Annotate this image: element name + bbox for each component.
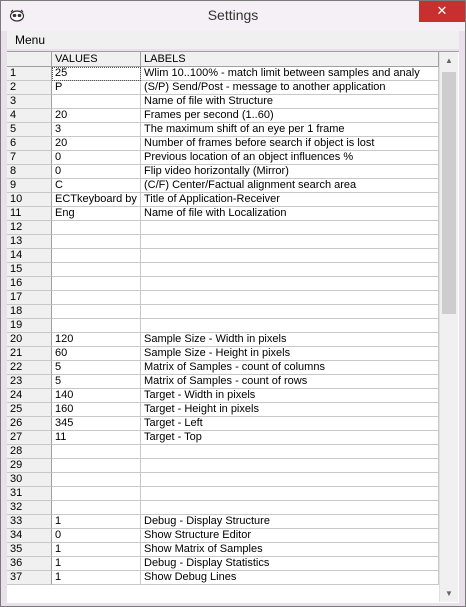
value-cell[interactable]: 120	[52, 333, 141, 347]
row-number: 22	[7, 361, 52, 375]
value-cell[interactable]: 160	[52, 403, 141, 417]
value-cell[interactable]: 25	[52, 67, 141, 81]
row-number: 21	[7, 347, 52, 361]
close-button[interactable]	[419, 1, 465, 22]
menu-bar	[7, 31, 459, 49]
value-cell[interactable]: 0	[52, 529, 141, 543]
value-cell[interactable]: 1	[52, 543, 141, 557]
value-cell[interactable]	[52, 95, 141, 109]
column-header-index	[7, 52, 52, 67]
table-row[interactable]	[7, 571, 439, 585]
value-cell[interactable]: 140	[52, 389, 141, 403]
label-cell[interactable]: The maximum shift of an eye per 1 frame	[141, 123, 439, 137]
row-number: 28	[7, 445, 52, 459]
scroll-up-button[interactable]	[440, 52, 458, 69]
table-row[interactable]	[7, 123, 439, 137]
row-number: 15	[7, 263, 52, 277]
row-number: 9	[7, 179, 52, 193]
table-row[interactable]	[7, 389, 439, 403]
table-row[interactable]	[7, 81, 439, 95]
table-row[interactable]	[7, 109, 439, 123]
table-row[interactable]	[7, 305, 439, 319]
row-number: 8	[7, 165, 52, 179]
value-cell[interactable]: 20	[52, 137, 141, 151]
column-header-values[interactable]: VALUES	[52, 52, 141, 67]
value-cell[interactable]: 1	[52, 571, 141, 585]
label-cell[interactable]: Show Matrix of Samples	[141, 543, 439, 557]
label-cell[interactable]: (C/F) Center/Factual alignment search area	[141, 179, 439, 193]
table-row[interactable]	[7, 249, 439, 263]
value-cell[interactable]: 3	[52, 123, 141, 137]
table-row[interactable]	[7, 445, 439, 459]
label-cell[interactable]: Target - Width in pixels	[141, 389, 439, 403]
table-row[interactable]	[7, 473, 439, 487]
label-cell[interactable]: Show Structure Editor	[141, 529, 439, 543]
value-cell[interactable]	[52, 235, 141, 249]
row-number: 24	[7, 389, 52, 403]
row-number: 2	[7, 81, 52, 95]
value-cell[interactable]: Eng	[52, 207, 141, 221]
row-number: 13	[7, 235, 52, 249]
value-cell[interactable]: C	[52, 179, 141, 193]
row-number: 10	[7, 193, 52, 207]
value-cell[interactable]	[52, 473, 141, 487]
table-row[interactable]	[7, 151, 439, 165]
table-row[interactable]	[7, 431, 439, 445]
row-number: 23	[7, 375, 52, 389]
row-number: 31	[7, 487, 52, 501]
label-cell[interactable]: Sample Size - Height in pixels	[141, 347, 439, 361]
value-cell[interactable]: 60	[52, 347, 141, 361]
value-cell[interactable]	[52, 249, 141, 263]
label-cell[interactable]	[141, 459, 439, 473]
row-number: 3	[7, 95, 52, 109]
label-cell[interactable]	[141, 319, 439, 333]
row-number: 35	[7, 543, 52, 557]
label-cell[interactable]: Target - Left	[141, 417, 439, 431]
label-cell[interactable]	[141, 291, 439, 305]
label-cell[interactable]	[141, 263, 439, 277]
row-number: 34	[7, 529, 52, 543]
label-cell[interactable]	[141, 249, 439, 263]
row-number: 7	[7, 151, 52, 165]
row-number: 20	[7, 333, 52, 347]
table-row[interactable]	[7, 221, 439, 235]
row-number: 4	[7, 109, 52, 123]
table-row[interactable]	[7, 137, 439, 151]
label-cell[interactable]: Frames per second (1..60)	[141, 109, 439, 123]
value-cell[interactable]	[52, 459, 141, 473]
row-number: 30	[7, 473, 52, 487]
value-cell[interactable]: 20	[52, 109, 141, 123]
row-number: 29	[7, 459, 52, 473]
table-row[interactable]	[7, 235, 439, 249]
value-cell[interactable]: P	[52, 81, 141, 95]
chevron-up-icon: ▲	[445, 56, 453, 65]
table-row[interactable]	[7, 207, 439, 221]
row-number: 37	[7, 571, 52, 585]
value-cell[interactable]: 0	[52, 165, 141, 179]
value-cell[interactable]	[52, 501, 141, 515]
table-row[interactable]	[7, 263, 439, 277]
table-row[interactable]	[7, 529, 439, 543]
value-cell[interactable]: 345	[52, 417, 141, 431]
label-cell[interactable]	[141, 501, 439, 515]
value-cell[interactable]: 0	[52, 151, 141, 165]
row-number: 26	[7, 417, 52, 431]
table-row[interactable]	[7, 543, 439, 557]
label-cell[interactable]	[141, 445, 439, 459]
table-row[interactable]	[7, 165, 439, 179]
label-cell[interactable]	[141, 473, 439, 487]
value-cell[interactable]	[52, 291, 141, 305]
table-row[interactable]	[7, 403, 439, 417]
label-cell[interactable]: Target - Height in pixels	[141, 403, 439, 417]
title-bar[interactable]	[1, 1, 465, 31]
row-number: 17	[7, 291, 52, 305]
row-number: 5	[7, 123, 52, 137]
value-cell[interactable]: 1	[52, 557, 141, 571]
table-row[interactable]	[7, 333, 439, 347]
label-cell[interactable]: Title of Application-Receiver	[141, 193, 439, 207]
value-cell[interactable]	[52, 319, 141, 333]
table-row[interactable]	[7, 277, 439, 291]
scrollbar-thumb[interactable]	[442, 72, 456, 314]
value-cell[interactable]	[52, 277, 141, 291]
label-cell[interactable]	[141, 277, 439, 291]
row-number: 6	[7, 137, 52, 151]
table-row[interactable]	[7, 515, 439, 529]
table-row[interactable]	[7, 291, 439, 305]
label-cell[interactable]: Number of frames before search if object is lost	[141, 137, 439, 151]
table-row[interactable]	[7, 319, 439, 333]
table-row[interactable]	[7, 417, 439, 431]
table-row[interactable]	[7, 459, 439, 473]
row-number: 16	[7, 277, 52, 291]
table-row[interactable]	[7, 95, 439, 109]
value-cell[interactable]: ECTkeyboard by	[52, 193, 141, 207]
row-number: 25	[7, 403, 52, 417]
label-cell[interactable]: Wlim 10..100% - match limit between samples and analy	[141, 67, 439, 81]
label-cell[interactable]	[141, 235, 439, 249]
label-cell[interactable]: Flip video horizontally (Mirror)	[141, 165, 439, 179]
table-row[interactable]	[7, 179, 439, 193]
label-cell[interactable]	[141, 487, 439, 501]
vertical-scrollbar[interactable]	[439, 52, 458, 602]
row-number: 32	[7, 501, 52, 515]
close-icon: ✕	[436, 3, 448, 18]
chevron-down-icon: ▼	[445, 589, 453, 598]
scroll-down-button[interactable]	[440, 585, 458, 602]
value-cell[interactable]	[52, 305, 141, 319]
row-number: 27	[7, 431, 52, 445]
label-cell[interactable]	[141, 221, 439, 235]
label-cell[interactable]: Sample Size - Width in pixels	[141, 333, 439, 347]
window-title: Settings	[207, 7, 259, 23]
label-cell[interactable]: Debug - Display Statistics	[141, 557, 439, 571]
value-cell[interactable]	[52, 263, 141, 277]
value-cell[interactable]: 5	[52, 361, 141, 375]
table-row[interactable]	[7, 375, 439, 389]
value-cell[interactable]: 5	[52, 375, 141, 389]
label-cell[interactable]: (S/P) Send/Post - message to another application	[141, 81, 439, 95]
value-cell[interactable]	[52, 445, 141, 459]
value-cell[interactable]: 1	[52, 515, 141, 529]
label-cell[interactable]: Previous location of an object influences %	[141, 151, 439, 165]
row-number: 36	[7, 557, 52, 571]
row-number: 18	[7, 305, 52, 319]
row-number: 11	[7, 207, 52, 221]
column-header-labels[interactable]: LABELS	[141, 52, 439, 67]
table-row[interactable]	[7, 347, 439, 361]
menu-item-menu[interactable]: Menu	[15, 33, 46, 47]
value-cell[interactable]: 11	[52, 431, 141, 445]
label-cell[interactable]: Name of file with Localization	[141, 207, 439, 221]
table-row[interactable]	[7, 67, 439, 81]
table-row[interactable]	[7, 557, 439, 571]
table-row[interactable]	[7, 501, 439, 515]
label-cell[interactable]: Debug - Display Structure	[141, 515, 439, 529]
label-cell[interactable]: Target - Top	[141, 431, 439, 445]
row-number: 12	[7, 221, 52, 235]
value-cell[interactable]	[52, 221, 141, 235]
table-row[interactable]	[7, 361, 439, 375]
table-row[interactable]	[7, 193, 439, 207]
label-cell[interactable]: Matrix of Samples - count of rows	[141, 375, 439, 389]
row-number: 1	[7, 67, 52, 81]
label-cell[interactable]: Show Debug Lines	[141, 571, 439, 585]
table-row[interactable]	[7, 487, 439, 501]
row-number: 33	[7, 515, 52, 529]
label-cell[interactable]: Matrix of Samples - count of columns	[141, 361, 439, 375]
row-number: 19	[7, 319, 52, 333]
label-cell[interactable]: Name of file with Structure	[141, 95, 439, 109]
value-cell[interactable]	[52, 487, 141, 501]
settings-grid[interactable]	[7, 51, 459, 603]
label-cell[interactable]	[141, 305, 439, 319]
row-number: 14	[7, 249, 52, 263]
